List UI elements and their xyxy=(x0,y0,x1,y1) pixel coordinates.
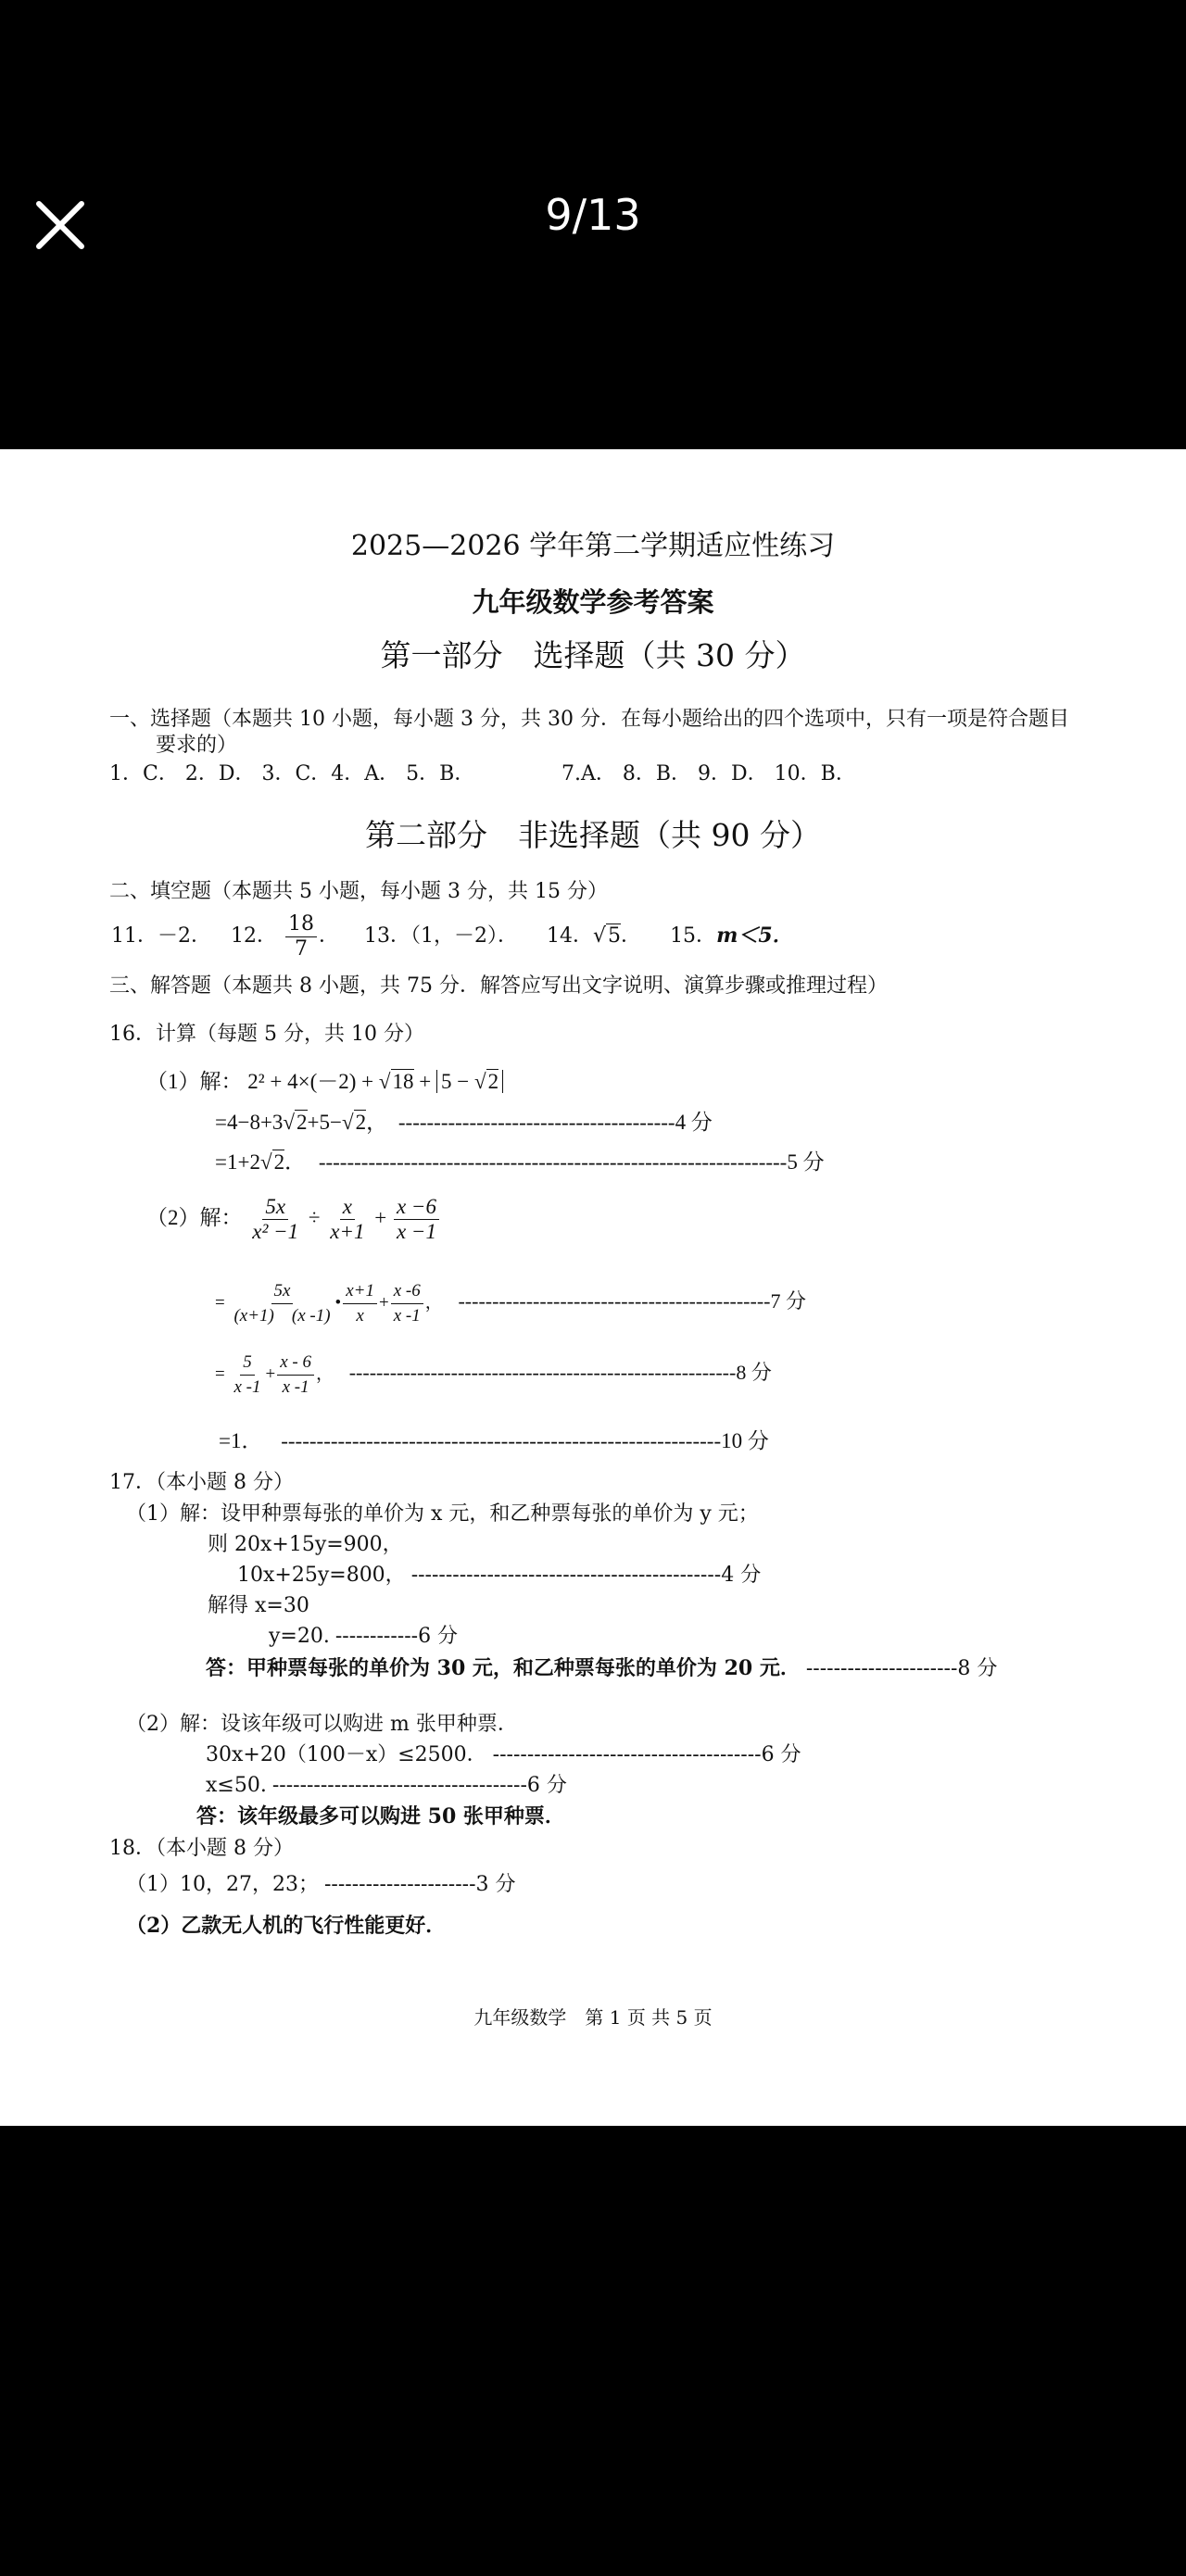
q12-label: 12． xyxy=(231,924,277,948)
q16-p1-rad: 18 xyxy=(392,1070,414,1093)
operator: • xyxy=(334,1293,342,1313)
numerator: 5x xyxy=(262,1195,288,1220)
q12-tail: ． xyxy=(319,924,340,948)
fraction xyxy=(394,1195,439,1244)
denominator: x −1 xyxy=(396,1220,436,1244)
q17-p1-line4: 解得 x=30 xyxy=(208,1594,309,1617)
fraction xyxy=(327,1195,367,1244)
score-mark: ----------------------3 分 xyxy=(323,1873,516,1896)
q17-p2-answer: 答：该年级最多可以购进 50 张甲种票． xyxy=(196,1804,565,1828)
q16-p2-step2 xyxy=(215,1345,772,1402)
q14-tail: ． xyxy=(621,924,642,948)
document-page xyxy=(0,449,1186,2126)
q17-header: 17．（本小题 8 分） xyxy=(109,1471,294,1494)
q16-p1-step2 xyxy=(215,1149,825,1176)
score-mark: ------------6 分 xyxy=(334,1625,459,1648)
operator: + xyxy=(265,1364,276,1384)
q17-p2-line2 xyxy=(206,1741,801,1769)
q11: 11．－2． xyxy=(111,924,211,948)
denominator: x -1 xyxy=(393,1306,421,1326)
sec3-header: 三、解答题（本题共 8 小题，共 75 分．解答应写出文字说明、演算步骤或推理过程） xyxy=(109,974,888,998)
fraction xyxy=(277,1351,314,1400)
q16-p1-expr-b: + xyxy=(413,1070,436,1093)
q17-p1-line2: 则 20x+15y=900， xyxy=(208,1533,403,1556)
fraction xyxy=(231,1279,333,1328)
q16-p1-abs xyxy=(436,1070,503,1093)
sqrt-symbol: √ xyxy=(259,1150,272,1174)
q16-part2 xyxy=(146,1190,441,1246)
equals: = xyxy=(215,1293,225,1313)
q18-header: 18．（本小题 8 分） xyxy=(109,1837,294,1860)
equation: x≤50. xyxy=(206,1774,267,1797)
denominator: x xyxy=(356,1306,364,1326)
q16-header: 16．计算（每题 5 分，共 10 分） xyxy=(109,1023,424,1046)
q16-p2-label: （2）解： xyxy=(146,1206,243,1229)
comma: ， xyxy=(315,1364,334,1384)
sqrt-symbol: √ xyxy=(473,1070,486,1093)
q17-p1-answer xyxy=(206,1654,997,1683)
numerator: x −6 xyxy=(394,1195,439,1220)
numerator: x xyxy=(340,1195,355,1220)
score-mark: ---------------------------------------------------------8 分 xyxy=(348,1361,772,1384)
score-mark: --------------------------------------------------------------10 分 xyxy=(281,1429,769,1452)
q16-part1 xyxy=(146,1068,503,1096)
q14-label: 14． xyxy=(547,924,594,948)
sec1-header-line2: 要求的） xyxy=(156,734,238,757)
doc-title: 2025—2026 学年第二学期适应性练习 xyxy=(350,530,836,562)
q17-p2-line3 xyxy=(206,1772,567,1800)
equation: 10x+25y=800， xyxy=(237,1564,406,1587)
q16-p1-s2-b: ． xyxy=(284,1150,307,1174)
operator: + xyxy=(374,1206,387,1229)
sqrt-symbol: √ xyxy=(283,1111,296,1134)
equals: = xyxy=(215,1364,225,1384)
q16-p1-s1-rad2: 2 xyxy=(355,1111,367,1134)
q13: 13．（1，－2）． xyxy=(364,924,519,948)
fraction xyxy=(391,1279,423,1328)
score-mark: ------------------------------------------------------------------5 分 xyxy=(318,1150,825,1174)
score-mark: -------------------------------------6 分 xyxy=(271,1774,567,1797)
denominator: x² −1 xyxy=(252,1220,299,1244)
result: =1． xyxy=(219,1429,263,1452)
q17-p1-line3 xyxy=(237,1562,761,1590)
q18-p2: （2）乙款无人机的飞行性能更好． xyxy=(126,1914,447,1938)
q17-p1-line5 xyxy=(269,1623,458,1651)
denominator: (x+1) (x -1) xyxy=(233,1306,331,1326)
part1-title: 第一部分 选择题（共 30 分） xyxy=(380,637,806,673)
viewer-top-bar xyxy=(0,0,1186,449)
viewer-bottom-bar xyxy=(0,2126,1186,2576)
operator: ÷ xyxy=(308,1206,321,1229)
equation: 30x+20（100－x）≤2500． xyxy=(206,1743,487,1766)
fill-answers xyxy=(111,908,793,964)
q16-p1-abs-a: 5 − xyxy=(441,1070,474,1093)
answer-text: （1）10，27，23； xyxy=(126,1873,319,1896)
q14-radicand: 5 xyxy=(608,924,622,948)
numerator: 5 xyxy=(240,1351,255,1376)
part2-title: 第二部分 非选择题（共 90 分） xyxy=(365,817,821,853)
q17-p1: （1）解：设甲种票每张的单价为 x 元，和乙种票每张的单价为 y 元； xyxy=(126,1502,759,1526)
numerator: x -6 xyxy=(391,1279,423,1304)
q16-p1-s1-b: +5− xyxy=(307,1111,342,1134)
equation: y=20. xyxy=(269,1625,330,1648)
sec2-header: 二、填空题（本题共 5 小题，每小题 3 分，共 15 分） xyxy=(109,880,608,903)
q16-p1-s2-rad: 2 xyxy=(273,1150,285,1174)
sqrt-symbol: √ xyxy=(593,924,607,948)
q12-num: 18 xyxy=(285,912,317,937)
score-mark: ----------------------------------------------7 分 xyxy=(458,1289,806,1313)
fraction xyxy=(231,1351,263,1400)
score-mark: ---------------------------------------4 分 xyxy=(397,1111,713,1134)
sec1-answers-b: 7.A． 8．B． 9．D． 10．B． xyxy=(561,762,856,785)
numerator: x - 6 xyxy=(277,1351,314,1376)
operator: + xyxy=(378,1293,389,1313)
q16-p2-step1 xyxy=(215,1274,806,1331)
score-mark: ---------------------------------------------4 分 xyxy=(410,1564,762,1587)
sec1-answers-a: 1．C． 2．D． 3．C．4．A． 5．B． xyxy=(109,762,475,785)
q16-p1-expr-a: 2² + 4×(－2) + xyxy=(247,1070,379,1093)
q12-den: 7 xyxy=(295,936,308,961)
q16-p1-s1-a: =4−8+3 xyxy=(215,1111,284,1134)
q16-p1-abs-rad: 2 xyxy=(487,1070,499,1093)
q16-p1-step1 xyxy=(215,1109,713,1137)
doc-subtitle: 九年级数学参考答案 xyxy=(472,586,714,618)
q15-expr: m＜5． xyxy=(716,924,793,948)
score-mark: ----------------------8 分 xyxy=(805,1657,998,1680)
sec1-header: 一、选择题（本题共 10 小题，每小题 3 分，共 30 分．在每小题给出的四个选项中，只有一项是符合题目 xyxy=(109,708,1069,731)
q16-p1-label: （1）解： xyxy=(146,1070,243,1093)
denominator: x -1 xyxy=(233,1377,261,1398)
q16-p1-s1-c: ， xyxy=(366,1111,388,1134)
sqrt-symbol: √ xyxy=(378,1070,391,1093)
numerator: x+1 xyxy=(343,1279,377,1304)
q12-fraction xyxy=(285,912,317,961)
q18-p1 xyxy=(126,1871,516,1899)
q16-p2-step3 xyxy=(219,1427,769,1455)
comma: ， xyxy=(424,1293,443,1313)
fraction xyxy=(343,1279,377,1328)
denominator: x+1 xyxy=(330,1220,365,1244)
q16-p1-s2-a: =1+2 xyxy=(215,1150,260,1174)
q17-p2: （2）解：设该年级可以购进 m 张甲种票． xyxy=(126,1713,518,1736)
numerator: 5x xyxy=(271,1279,294,1304)
page-counter: 9/13 xyxy=(545,190,641,240)
answer-text: 答：甲种票每张的单价为 30 元，和乙种票每张的单价为 20 元． xyxy=(206,1656,801,1680)
page-footer: 九年级数学 第 1 页 共 5 页 xyxy=(473,2006,713,2029)
sqrt-symbol: √ xyxy=(342,1111,354,1134)
fraction xyxy=(249,1195,301,1244)
score-mark: ---------------------------------------6 分 xyxy=(492,1743,801,1766)
denominator: x -1 xyxy=(282,1377,309,1398)
q16-p1-s1-rad: 2 xyxy=(296,1111,308,1134)
q15-label: 15． xyxy=(670,924,717,948)
